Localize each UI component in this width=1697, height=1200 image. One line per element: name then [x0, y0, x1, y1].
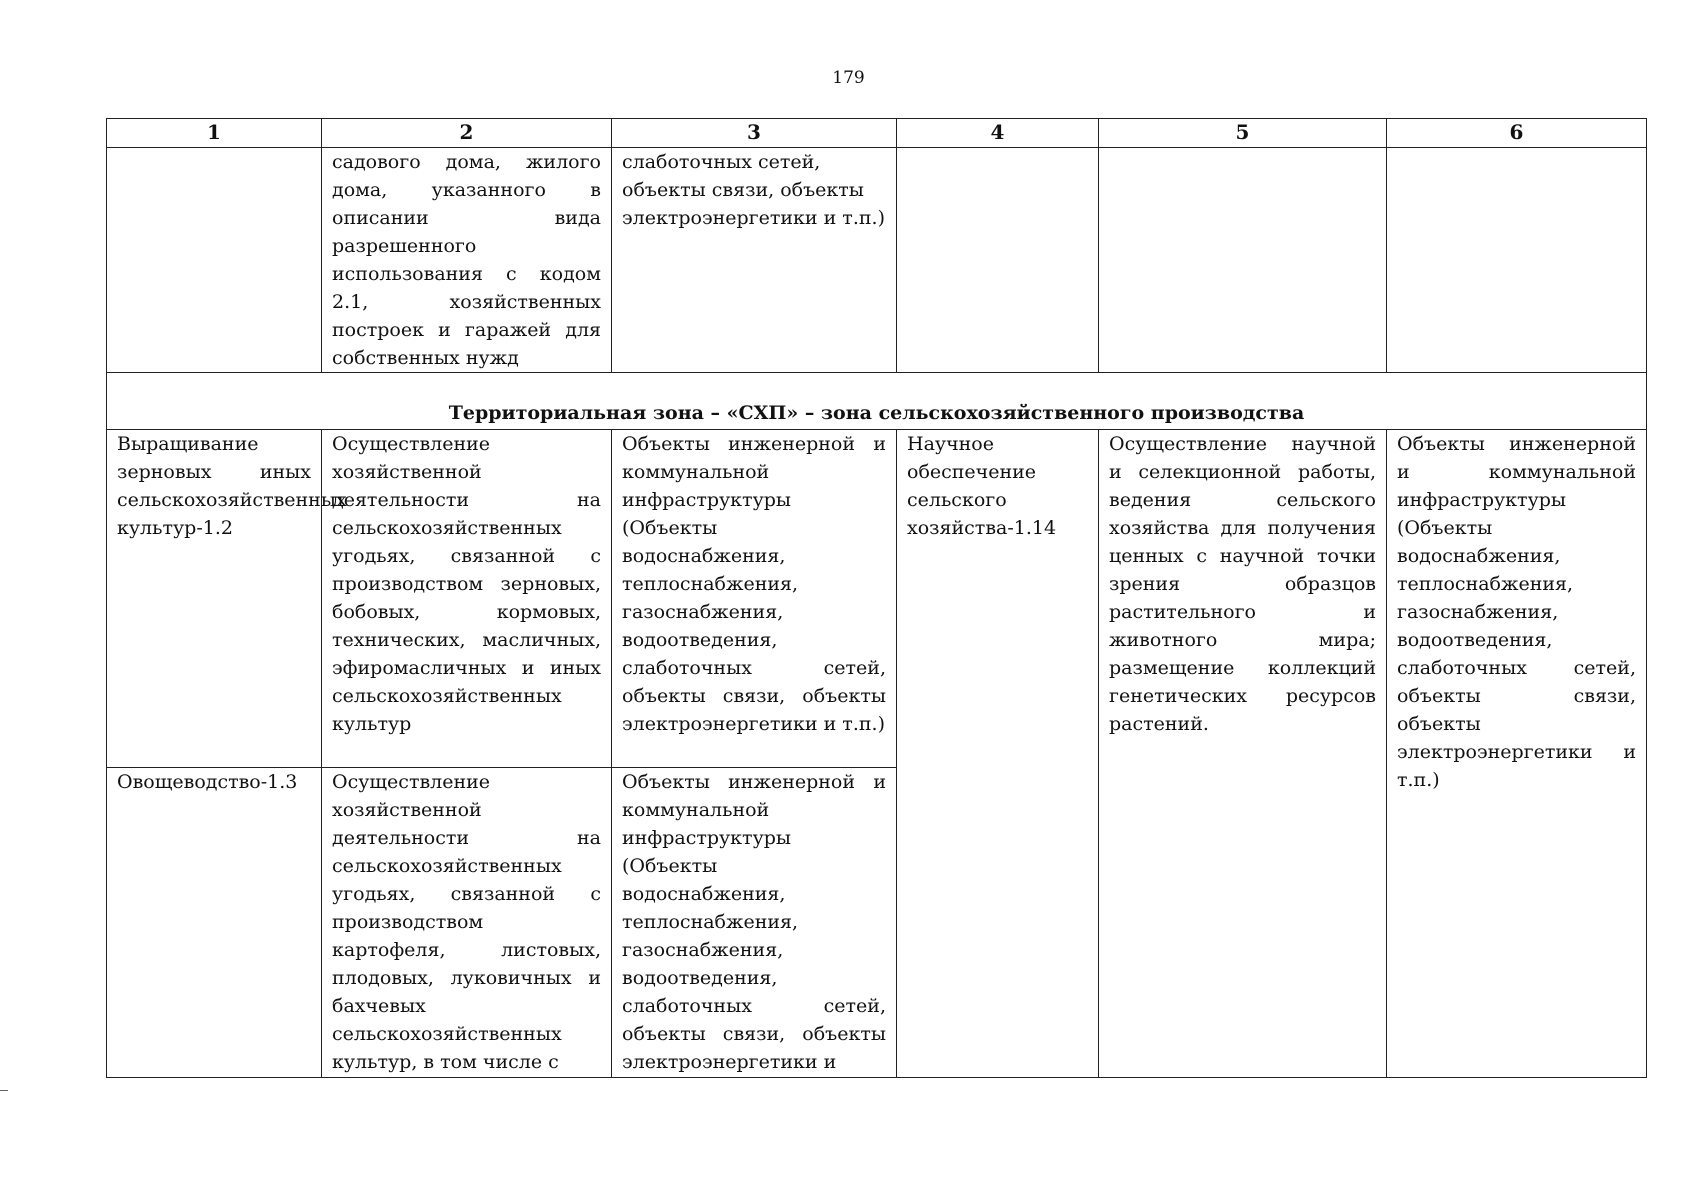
permitted-use-description: Осуществление хозяйственной деятельности на сельскохозяйственных угодьях, связанной с производством зерновых, бобовых, кормовых, технических, масличных, эфиромасличных и иных сельскохозяйственных культур	[322, 430, 612, 768]
conditional-use-description: Осуществление научной и селекционной работы, ведения сельского хозяйства для получения ценных с научной точки зрения образцов растительного и животного мира; размещение коллекций генетических ресурсов растений.	[1099, 430, 1387, 1078]
column-header-6: 6	[1387, 119, 1647, 148]
column-header-4: 4	[897, 119, 1099, 148]
zone-heading-row	[107, 373, 1647, 430]
scan-margin-mark	[0, 1090, 8, 1091]
conditional-use-name: Научное обеспечение сельского хозяйства-1.14	[897, 430, 1099, 1078]
table-cell: садового дома, жилого дома, указанного в описании вида разрешенного использования с кодом 2.1, хозяйственных построек и гаражей для собственных нужд	[322, 148, 612, 373]
zone-title: Территориальная зона – «СХП» – зона сельскохозяйственного производства	[107, 373, 1647, 430]
permitted-use-name: Выращивание зерновых иных сельскохозяйственных культур-1.2	[107, 430, 322, 768]
regulations-table	[106, 118, 1647, 1078]
table-cell	[1099, 148, 1387, 373]
table-row	[107, 430, 1647, 768]
page-number: 179	[832, 68, 865, 88]
table-cell: слаботочных сетей, объекты связи, объекты электроэнергетики и т.п.)	[612, 148, 897, 373]
continuation-row	[107, 148, 1647, 373]
column-header-5: 5	[1099, 119, 1387, 148]
column-header-2: 2	[322, 119, 612, 148]
auxiliary-objects: Объекты инженерной и коммунальной инфраструктуры (Объекты водоснабжения, теплоснабжения, газоснабжения, водоотведения, слаботочных сетей, объекты связи, объекты электроэнергетики и	[612, 768, 897, 1078]
permitted-use-description: Осуществление хозяйственной деятельности на сельскохозяйственных угодьях, связанной с производством картофеля, листовых, плодовых, луковичных и бахчевых сельскохозяйственных культур, в том числе с	[322, 768, 612, 1078]
conditional-auxiliary-objects: Объекты инженерной и коммунальной инфраструктуры (Объекты водоснабжения, теплоснабжения, газоснабжения, водоотведения, слаботочных сетей, объекты связи, объекты электроэнергетики и т.п.)	[1387, 430, 1647, 1078]
table-cell	[897, 148, 1099, 373]
column-header-3: 3	[612, 119, 897, 148]
table-cell	[1387, 148, 1647, 373]
header-row	[107, 119, 1647, 148]
permitted-use-name: Овощеводство-1.3	[107, 768, 322, 1078]
table-cell	[107, 148, 322, 373]
auxiliary-objects: Объекты инженерной и коммунальной инфраструктуры (Объекты водоснабжения, теплоснабжения, газоснабжения, водоотведения, слаботочных сетей, объекты связи, объекты электроэнергетики и т.п.)	[612, 430, 897, 768]
column-header-1: 1	[107, 119, 322, 148]
